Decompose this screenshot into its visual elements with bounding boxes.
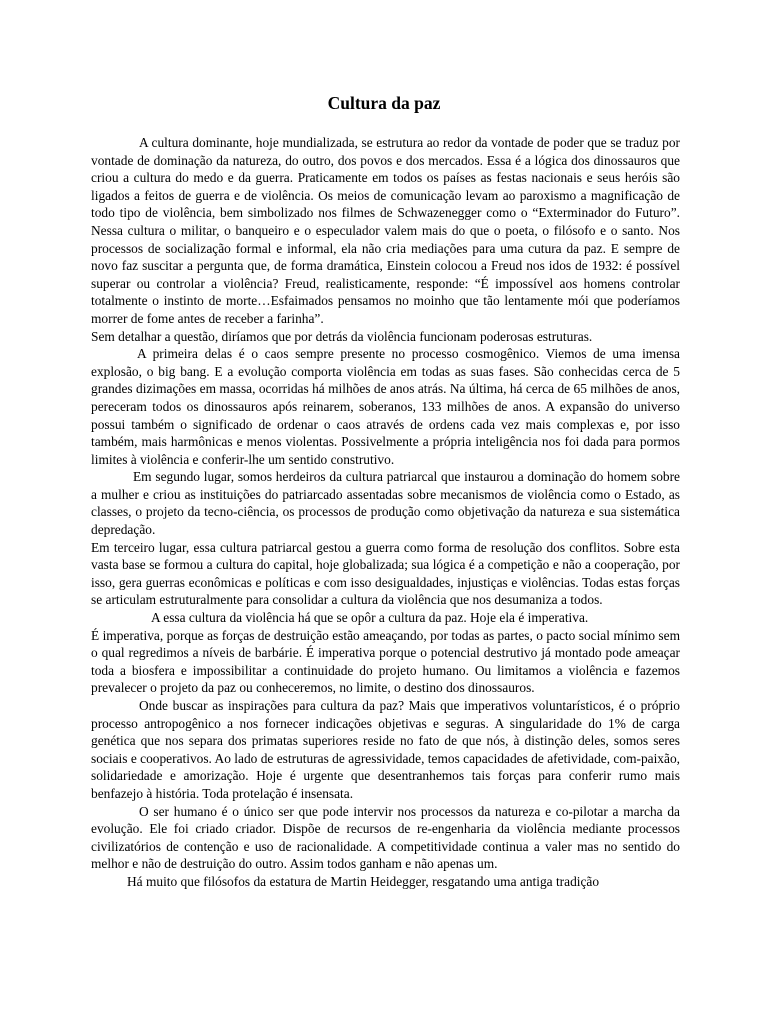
paragraph: A essa cultura da violência há que se opôr a cultura da paz. Hoje ela é imperativa. bbox=[151, 610, 589, 626]
paragraph: Onde buscar as inspirações para cultura da paz? Mais que imperativos voluntarísticos, é o próprio processo antropogênico a nos fornecer indicações objetivas e seguras. A singularidade do 1% de carga genética que nos separa dos primatas superiores reside no fato de que nós, à distinção deles, somos seres sociais e cooperativos. Ao lado de estruturas de agressividade, temos capacidades de afetividade, com-paixão, solidariedade e amorização. Hoje é urgente que desentranhemos tais forças para conferir rumo mais benfazejo à história. Toda protelação é insensata. bbox=[91, 698, 680, 801]
paragraph: Há muito que filósofos da estatura de Martin Heidegger, resgatando uma antiga tradição bbox=[127, 873, 600, 889]
paragraph: É imperativa, porque as forças de destruição estão ameaçando, por todas as partes, o pacto social mínimo sem o qual regredimos a níveis de barbárie. É imperativa porque o potencial destrutivo já montado pode ameaçar toda a biosfera e impossibilitar a continuidade do projeto humano. Ou limitamos a violência e fazemos prevalecer o projeto da paz ou conheceremos, no limite, o destino dos dinossauros. bbox=[91, 627, 680, 696]
document-body bbox=[91, 134, 680, 891]
paragraph: O ser humano é o único ser que pode intervir nos processos da natureza e co-pilotar a marcha da evolução. Ele foi criado criador. Dispõe de recursos de re-engenharia da violência mediante processos civilizatórios de contenção e uso de racionalidade. A competitividade continua a valer mas no sentido do melhor e não de destruição do outro. Assim todos ganham e não apenas um. bbox=[91, 803, 680, 872]
paragraph: Em segundo lugar, somos herdeiros da cultura patriarcal que instaurou a dominação do homem sobre a mulher e criou as instituições do patriarcado assentadas sobre mecanismos de violência como o Estado, as classes, o projeto da tecno-ciência, os processos de produção como objetivação da natureza e sua sistemática depredação. bbox=[91, 469, 680, 538]
paragraph: A primeira delas é o caos sempre presente no processo cosmogênico. Viemos de uma imensa explosão, o big bang. E a evolução comporta violência em todas as suas fases. São conhecidas cerca de 5 grandes dizimações em massa, ocorridas há milhões de anos atrás. Na última, há cerca de 65 milhões de anos, pereceram todos os dinossauros após reinarem, soberanos, 133 milhões de anos. A expansão do universo possui também o significado de ordenar o caos através de ordens cada vez mais complexas e, por isso também, mais harmônicas e menos violentas. Possivelmente a própria inteligência nos foi dada para pormos limites à violência e conferir-lhe um sentido construtivo. bbox=[91, 346, 680, 467]
document-title: Cultura da paz bbox=[327, 93, 441, 113]
paragraph: Sem detalhar a questão, diríamos que por detrás da violência funcionam poderosas estruturas. bbox=[91, 328, 593, 344]
paragraph: Em terceiro lugar, essa cultura patriarcal gestou a guerra como forma de resolução dos conflitos. Sobre esta vasta base se formou a cultura do capital, hoje globalizada; sua lógica é a competição e não a cooperação, por isso, gera guerras econômicas e políticas e com isso desigualdades, injustiças e violências. Todas estas forças se articulam estruturalmente para consolidar a cultura da violência que nos desumaniza a todos. bbox=[91, 539, 680, 608]
paragraph: A cultura dominante, hoje mundializada, se estrutura ao redor da vontade de poder que se traduz por vontade de dominação da natureza, do outro, dos povos e dos mercados. Essa é a lógica dos dinossauros que criou a cultura do medo e da guerra. Praticamente em todos os países as festas nacionais e seus heróis são ligados a feitos de guerra e de violência. Os meios de comunicação levam ao paroxismo a magnificação de todo tipo de violência, bem simbolizado nos filmes de Schwazenegger como o “Exterminador do Futuro”. Nessa cultura o militar, o banqueiro e o especulador valem mais do que o poeta, o filósofo e o santo. Nos processos de socialização formal e informal, ela não cria mediações para uma cutura da paz. E sempre de novo faz suscitar a pergunta que, de forma dramática, Einstein colocou a Freud nos idos de 1932: é possível superar ou controlar a violência? Freud, realisticamente, responde: “É impossível aos homens controlar totalmente o instinto de morte…Esfaimados pensamos no moinho que tão lentamente mói que poderíamos morrer de fome antes de receber a farinha”. bbox=[91, 135, 680, 326]
